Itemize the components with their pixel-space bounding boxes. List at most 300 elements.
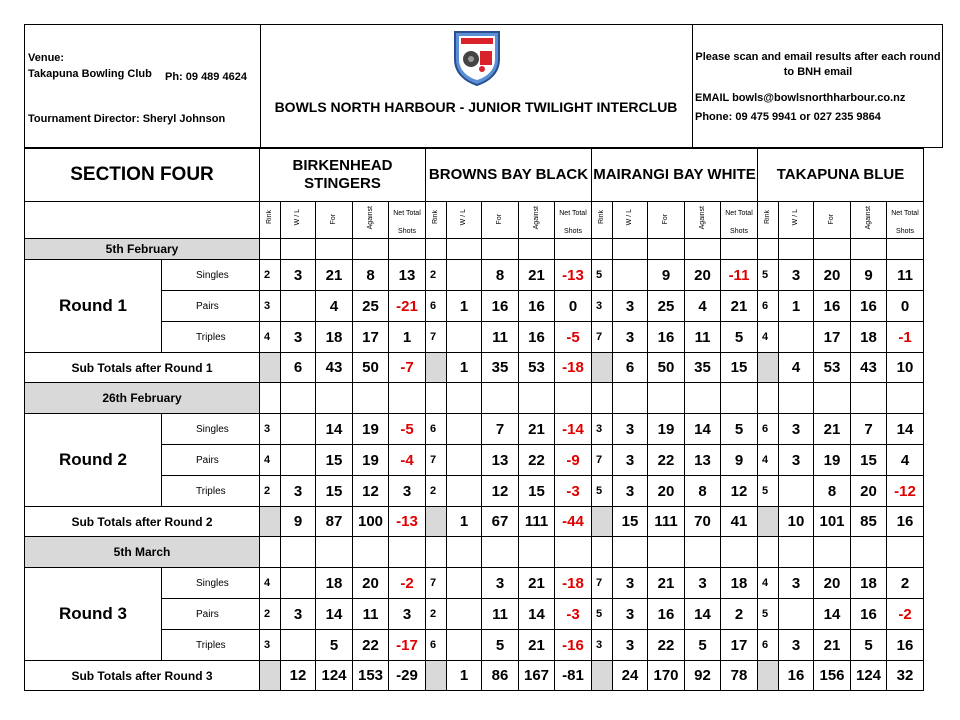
empty-cell — [758, 383, 779, 414]
discipline-label: Triples — [162, 630, 260, 661]
subtotal-cell: 92 — [685, 661, 721, 691]
score-cell: 3 — [613, 476, 648, 507]
subtotal-row — [25, 353, 924, 383]
subtotal-cell: 100 — [353, 507, 389, 537]
score-cell: 21 — [814, 630, 851, 661]
score-cell: 16 — [648, 322, 685, 353]
empty-cell — [758, 537, 779, 568]
score-cell: 3 — [613, 322, 648, 353]
empty-cell — [281, 383, 316, 414]
rink-cell: 4 — [260, 445, 281, 476]
rink-cell: 3 — [592, 630, 613, 661]
net-cell: 3 — [389, 476, 426, 507]
section-title: SECTION FOUR — [25, 149, 260, 202]
score-cell — [779, 599, 814, 630]
score-cell: 22 — [648, 445, 685, 476]
rink-cell: 3 — [260, 414, 281, 445]
shaded-cell — [260, 353, 281, 383]
score-cell: 16 — [851, 599, 887, 630]
net-cell: 17 — [721, 630, 758, 661]
score-cell — [281, 630, 316, 661]
subtotal-cell: 111 — [519, 507, 555, 537]
score-cell: 12 — [482, 476, 519, 507]
empty-cell — [592, 383, 613, 414]
score-cell — [281, 414, 316, 445]
score-cell — [447, 260, 482, 291]
net-cell: -3 — [555, 599, 592, 630]
rink-cell: 6 — [426, 291, 447, 322]
score-cell — [447, 414, 482, 445]
score-cell — [613, 260, 648, 291]
empty-cell — [887, 383, 924, 414]
rink-cell: 3 — [260, 291, 281, 322]
score-cell: 22 — [353, 630, 389, 661]
score-cell — [447, 630, 482, 661]
subtotal-cell: 170 — [648, 661, 685, 691]
column-header — [648, 202, 685, 239]
subtotal-cell: 70 — [685, 507, 721, 537]
rink-cell: 5 — [758, 260, 779, 291]
subtotal-cell: 153 — [353, 661, 389, 691]
score-cell: 5 — [482, 630, 519, 661]
subtotal-label: Sub Totals after Round 1 — [25, 353, 260, 383]
score-cell: 3 — [779, 445, 814, 476]
venue-name: Takapuna Bowling Club — [28, 68, 152, 80]
subtotal-cell: 9 — [281, 507, 316, 537]
net-cell: -16 — [555, 630, 592, 661]
net-total-cell: -13 — [389, 507, 426, 537]
empty-cell — [260, 239, 281, 260]
empty-cell — [426, 239, 447, 260]
shaded-cell — [758, 661, 779, 691]
sheet-header — [24, 24, 943, 148]
column-header — [592, 202, 613, 239]
column-header-label: Rink — [764, 210, 771, 225]
score-cell: 12 — [353, 476, 389, 507]
net-cell: 1 — [389, 322, 426, 353]
score-cell: 3 — [613, 568, 648, 599]
rink-cell: 6 — [426, 630, 447, 661]
empty-cell — [814, 537, 851, 568]
score-cell — [281, 568, 316, 599]
subtotal-label: Sub Totals after Round 2 — [25, 507, 260, 537]
score-cell: 16 — [519, 322, 555, 353]
score-cell: 19 — [353, 414, 389, 445]
column-header-label: Against — [698, 205, 706, 230]
subtotal-cell: 50 — [648, 353, 685, 383]
subtotal-cell: 53 — [519, 353, 555, 383]
score-cell: 21 — [814, 414, 851, 445]
column-header-label: Against — [532, 205, 540, 230]
column-header-label: For — [828, 213, 835, 224]
score-cell: 8 — [685, 476, 721, 507]
team-name: TAKAPUNA BLUE — [758, 149, 924, 202]
empty-cell — [260, 537, 281, 568]
net-cell: 13 — [389, 260, 426, 291]
column-header-label: Against — [864, 205, 872, 230]
column-header-label: Net Total Shots — [559, 210, 587, 235]
column-header — [519, 202, 555, 239]
net-cell: -5 — [555, 322, 592, 353]
empty-cell — [648, 239, 685, 260]
empty-cell — [851, 537, 887, 568]
score-cell: 18 — [316, 568, 353, 599]
score-cell: 16 — [851, 291, 887, 322]
score-cell: 21 — [316, 260, 353, 291]
net-total-cell: 16 — [887, 507, 924, 537]
score-cell: 7 — [482, 414, 519, 445]
score-cell — [447, 322, 482, 353]
empty-cell — [447, 537, 482, 568]
shaded-cell — [426, 353, 447, 383]
column-header-label: W / L — [460, 209, 467, 226]
net-cell: 9 — [721, 445, 758, 476]
score-cell: 20 — [814, 260, 851, 291]
net-total-cell: -81 — [555, 661, 592, 691]
net-cell: -17 — [389, 630, 426, 661]
score-cell: 3 — [779, 568, 814, 599]
empty-cell — [482, 239, 519, 260]
subtotal-cell: 43 — [851, 353, 887, 383]
column-header — [389, 202, 426, 239]
subtotal-cell: 156 — [814, 661, 851, 691]
score-cell: 7 — [851, 414, 887, 445]
round-label: Round 2 — [25, 414, 162, 507]
contact-email: EMAIL bowls@bowlsnorthharbour.co.nz — [695, 92, 906, 104]
net-total-cell: 41 — [721, 507, 758, 537]
empty-cell — [316, 383, 353, 414]
rink-cell: 4 — [758, 322, 779, 353]
rink-cell: 7 — [592, 445, 613, 476]
subtotal-cell: 35 — [685, 353, 721, 383]
score-cell: 20 — [814, 568, 851, 599]
empty-cell — [519, 239, 555, 260]
score-cell: 18 — [851, 322, 887, 353]
empty-cell — [779, 537, 814, 568]
column-header — [851, 202, 887, 239]
subtotal-cell: 111 — [648, 507, 685, 537]
score-cell: 17 — [353, 322, 389, 353]
empty-cell — [592, 537, 613, 568]
score-cell — [447, 445, 482, 476]
subtotal-cell: 35 — [482, 353, 519, 383]
rink-cell: 5 — [592, 476, 613, 507]
column-header — [779, 202, 814, 239]
empty-cell — [353, 239, 389, 260]
score-cell: 9 — [851, 260, 887, 291]
score-cell: 21 — [648, 568, 685, 599]
discipline-label: Pairs — [162, 599, 260, 630]
rink-cell: 2 — [260, 260, 281, 291]
shaded-cell — [260, 661, 281, 691]
empty-cell — [721, 383, 758, 414]
score-cell: 3 — [613, 630, 648, 661]
subtotal-cell: 167 — [519, 661, 555, 691]
round-date: 5th March — [25, 537, 260, 568]
round-label: Round 3 — [25, 568, 162, 661]
rink-cell: 7 — [592, 568, 613, 599]
subtotal-cell: 6 — [281, 353, 316, 383]
score-cell: 3 — [685, 568, 721, 599]
discipline-label: Triples — [162, 322, 260, 353]
contact-block — [692, 25, 942, 147]
score-cell — [447, 476, 482, 507]
venue-phone: Ph: 09 489 4624 — [165, 71, 247, 83]
subtotal-cell: 16 — [779, 661, 814, 691]
bowls-north-harbour-logo-icon — [449, 29, 505, 87]
net-cell: -3 — [555, 476, 592, 507]
score-cell: 16 — [519, 291, 555, 322]
net-cell: -18 — [555, 568, 592, 599]
score-cell: 3 — [613, 599, 648, 630]
score-cell: 14 — [685, 599, 721, 630]
shaded-cell — [592, 353, 613, 383]
subtotal-cell: 85 — [851, 507, 887, 537]
tournament-director: Tournament Director: Sheryl Johnson — [28, 113, 226, 125]
discipline-label: Singles — [162, 568, 260, 599]
score-cell: 25 — [353, 291, 389, 322]
score-cell: 8 — [353, 260, 389, 291]
subtotal-cell: 6 — [613, 353, 648, 383]
net-cell: 2 — [887, 568, 924, 599]
column-header-label: Rink — [266, 210, 273, 225]
empty-cell — [613, 383, 648, 414]
empty-cell — [482, 537, 519, 568]
empty-cell — [887, 537, 924, 568]
score-cell: 3 — [281, 322, 316, 353]
rink-cell: 4 — [758, 568, 779, 599]
rink-cell: 4 — [260, 322, 281, 353]
net-total-cell: 32 — [887, 661, 924, 691]
score-cell: 11 — [685, 322, 721, 353]
column-header — [814, 202, 851, 239]
net-cell: 5 — [721, 322, 758, 353]
score-cell: 14 — [316, 414, 353, 445]
column-header — [316, 202, 353, 239]
column-header — [685, 202, 721, 239]
score-cell: 19 — [353, 445, 389, 476]
score-cell: 16 — [482, 291, 519, 322]
rink-cell: 7 — [426, 445, 447, 476]
subtotal-row — [25, 507, 924, 537]
rink-cell: 2 — [426, 599, 447, 630]
subtotal-cell: 50 — [353, 353, 389, 383]
column-header-label: W / L — [294, 209, 301, 226]
column-header — [447, 202, 482, 239]
rink-cell: 5 — [758, 599, 779, 630]
empty-cell — [851, 383, 887, 414]
column-header — [887, 202, 924, 239]
empty-cell — [555, 239, 592, 260]
empty-cell — [281, 239, 316, 260]
empty-cell — [613, 537, 648, 568]
score-cell: 25 — [648, 291, 685, 322]
score-cell: 21 — [519, 568, 555, 599]
empty-cell — [389, 383, 426, 414]
score-cell: 19 — [814, 445, 851, 476]
empty-cell — [389, 239, 426, 260]
empty-cell — [648, 537, 685, 568]
discipline-label: Singles — [162, 414, 260, 445]
empty-cell — [316, 239, 353, 260]
rink-cell: 2 — [426, 476, 447, 507]
empty-cell — [316, 537, 353, 568]
net-cell: -9 — [555, 445, 592, 476]
net-cell: 14 — [887, 414, 924, 445]
team-name: BROWNS BAY BLACK — [426, 149, 592, 202]
discipline-label: Pairs — [162, 291, 260, 322]
date-row — [25, 239, 924, 260]
score-cell: 21 — [519, 630, 555, 661]
score-cell — [779, 322, 814, 353]
venue-block — [25, 25, 261, 147]
score-cell: 8 — [814, 476, 851, 507]
empty-cell — [426, 537, 447, 568]
empty-cell — [851, 239, 887, 260]
net-total-cell: 78 — [721, 661, 758, 691]
rink-cell: 6 — [758, 291, 779, 322]
column-header — [482, 202, 519, 239]
empty-cell — [779, 383, 814, 414]
column-header — [426, 202, 447, 239]
score-cell — [281, 445, 316, 476]
contact-phone: Phone: 09 475 9941 or 027 235 9864 — [695, 111, 881, 123]
net-total-cell: -7 — [389, 353, 426, 383]
shaded-cell — [260, 507, 281, 537]
net-cell: -21 — [389, 291, 426, 322]
score-cell: 20 — [685, 260, 721, 291]
venue-label: Venue: — [28, 52, 65, 64]
score-cell: 4 — [316, 291, 353, 322]
subtotal-cell: 24 — [613, 661, 648, 691]
empty-cell — [353, 537, 389, 568]
net-cell: -11 — [721, 260, 758, 291]
round-date: 26th February — [25, 383, 260, 414]
rink-cell: 5 — [592, 260, 613, 291]
empty-cell — [426, 383, 447, 414]
column-header-label: Net Total Shots — [725, 210, 753, 235]
net-cell: 0 — [887, 291, 924, 322]
round-date: 5th February — [25, 239, 260, 260]
subtotal-label: Sub Totals after Round 3 — [25, 661, 260, 691]
rink-cell: 7 — [426, 322, 447, 353]
rink-cell: 5 — [758, 476, 779, 507]
rink-cell: 2 — [260, 599, 281, 630]
score-cell — [281, 291, 316, 322]
net-cell: 16 — [887, 630, 924, 661]
subtotal-cell: 124 — [851, 661, 887, 691]
team-name: MAIRANGI BAY WHITE — [592, 149, 758, 202]
subtotal-cell: 53 — [814, 353, 851, 383]
shaded-cell — [758, 353, 779, 383]
score-cell: 15 — [851, 445, 887, 476]
column-header-label: For — [496, 213, 503, 224]
column-header-label: W / L — [792, 209, 799, 226]
score-cell: 1 — [779, 291, 814, 322]
empty-cell — [721, 239, 758, 260]
results-sheet — [24, 24, 943, 684]
score-cell — [447, 568, 482, 599]
column-header — [353, 202, 389, 239]
rink-cell: 7 — [592, 322, 613, 353]
column-header-label: Net Total Shots — [393, 210, 421, 235]
column-header — [613, 202, 648, 239]
score-cell: 13 — [482, 445, 519, 476]
score-cell: 14 — [316, 599, 353, 630]
net-cell: -5 — [389, 414, 426, 445]
rink-cell: 3 — [592, 414, 613, 445]
discipline-label: Pairs — [162, 445, 260, 476]
subtotal-cell: 12 — [281, 661, 316, 691]
empty-cell — [260, 383, 281, 414]
score-cell — [447, 599, 482, 630]
results-table — [24, 148, 924, 691]
score-cell: 1 — [447, 291, 482, 322]
subtotal-cell: 4 — [779, 353, 814, 383]
score-cell: 22 — [648, 630, 685, 661]
title-block — [260, 25, 693, 147]
subtotal-cell: 1 — [447, 507, 482, 537]
empty-cell — [685, 239, 721, 260]
net-cell: 18 — [721, 568, 758, 599]
score-cell: 5 — [316, 630, 353, 661]
column-header-label: For — [662, 213, 669, 224]
empty-cell — [555, 383, 592, 414]
empty-cell — [648, 383, 685, 414]
score-cell: 5 — [851, 630, 887, 661]
rink-cell: 7 — [426, 568, 447, 599]
score-cell: 18 — [851, 568, 887, 599]
score-cell: 16 — [814, 291, 851, 322]
discipline-label: Singles — [162, 260, 260, 291]
result-row — [25, 414, 924, 445]
score-cell: 11 — [353, 599, 389, 630]
score-cell: 11 — [482, 599, 519, 630]
net-cell: 21 — [721, 291, 758, 322]
net-cell: -4 — [389, 445, 426, 476]
score-cell: 8 — [482, 260, 519, 291]
instruction-text: Please scan and email results after each round to BNH email — [695, 51, 941, 78]
empty-cell — [685, 537, 721, 568]
empty-cell — [555, 537, 592, 568]
rink-cell: 5 — [592, 599, 613, 630]
score-cell: 14 — [519, 599, 555, 630]
net-cell: 3 — [389, 599, 426, 630]
team-name: BIRKENHEAD STINGERS — [260, 149, 426, 202]
rink-cell: 3 — [260, 630, 281, 661]
score-cell: 14 — [685, 414, 721, 445]
net-total-cell: -44 — [555, 507, 592, 537]
net-cell: -1 — [887, 322, 924, 353]
net-cell: -13 — [555, 260, 592, 291]
subtotal-cell: 87 — [316, 507, 353, 537]
score-cell: 20 — [353, 568, 389, 599]
net-total-cell: -29 — [389, 661, 426, 691]
empty-cell — [814, 239, 851, 260]
empty-cell — [592, 239, 613, 260]
score-cell: 21 — [519, 414, 555, 445]
net-cell: 2 — [721, 599, 758, 630]
date-row — [25, 383, 924, 414]
rink-cell: 2 — [426, 260, 447, 291]
column-header-label: Rink — [432, 210, 439, 225]
shaded-cell — [758, 507, 779, 537]
score-cell: 17 — [814, 322, 851, 353]
column-header-label: Rink — [598, 210, 605, 225]
score-cell: 18 — [316, 322, 353, 353]
empty-cell — [519, 537, 555, 568]
score-cell: 13 — [685, 445, 721, 476]
